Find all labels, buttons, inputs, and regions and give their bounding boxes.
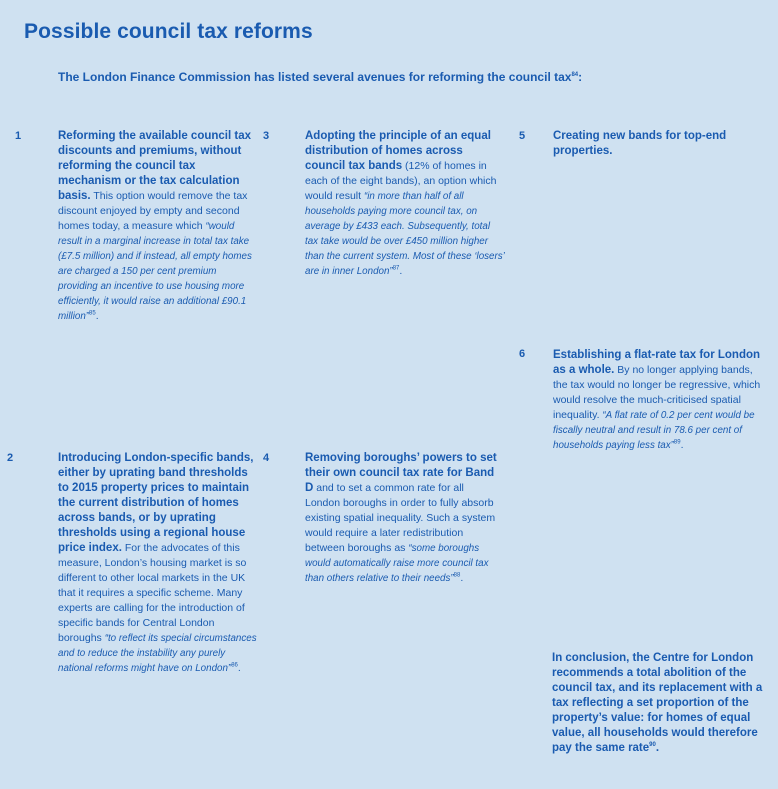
reform-item-3 (305, 129, 505, 279)
item-body: and to set a common rate for all London boroughs in order to fully absorb existing spatial inequality. Such a system would require a later redistribution between boroughs as (305, 482, 496, 554)
item-quote: “in more than half of all households paying more council tax, on average by £433 each. Subsequently, total tax take would be over £450 million higher than the current system. Most of these ‘losers’ are in inner London” (305, 191, 505, 277)
item-heading: Introducing London-specific bands, either by uprating band thresholds to 2015 property prices to maintain the current distribution of homes across bands, or by uprating thresholds using a regional house price index. (58, 452, 254, 554)
intro-text (58, 70, 582, 84)
footnote-ref: 89 (673, 439, 681, 446)
reform-item-1 (58, 129, 258, 324)
item-number-5: 5 (519, 130, 526, 142)
conclusion (552, 651, 767, 756)
item-number-1: 1 (15, 130, 22, 142)
reform-item-4 (305, 451, 500, 586)
item-body: For the advocates of this measure, London’s housing market is so different to other local markets in the UK that it requires a specific scheme. Many experts are calling for the introduction of specific bands for Central London boroughs (58, 542, 247, 644)
reform-item-2 (58, 451, 258, 676)
footnote-ref: 84 (571, 72, 579, 78)
item-heading: Removing boroughs’ powers to set their own council tax rate for Band D (305, 452, 497, 494)
footnote-ref: 88 (453, 572, 461, 579)
intro-end: : (578, 70, 583, 84)
footnote-ref: 87 (392, 265, 400, 272)
item-number-3: 3 (263, 130, 270, 142)
item-body: By no longer applying bands, the tax would no longer be regressive, which would resolve the much-criticised spatial inequality. (553, 364, 761, 421)
footnote-ref: 90 (649, 742, 656, 749)
item-quote: “to reflect its special circumstances and to reduce the instability any purely national reforms might have on London” (58, 633, 257, 674)
item-heading: Creating new bands for top-end properties. (553, 130, 727, 157)
footnote-ref: 85 (89, 310, 96, 317)
item-tail: . (680, 439, 684, 451)
item-tail: . (95, 310, 99, 322)
footnote-ref: 86 (231, 662, 238, 669)
item-number-6: 6 (519, 348, 526, 360)
conclusion-text: In conclusion, the Centre for London recommends a total abolition of the council tax, and its replacement with a tax reflecting a set proportion of the property’s value: for homes of equal value, all households would therefore pay the same rate (552, 652, 763, 754)
item-number-2: 2 (7, 452, 14, 464)
reform-item-5 (553, 129, 753, 159)
item-tail: . (460, 572, 464, 584)
item-number-4: 4 (263, 452, 270, 464)
conclusion-tail: . (655, 742, 660, 754)
page-title: Possible council tax reforms (24, 20, 313, 43)
item-tail: . (399, 265, 403, 277)
item-heading: Adopting the principle of an equal distribution of homes across council tax bands (305, 130, 491, 172)
item-body: This option would remove the tax discount enjoyed by empty and second homes today, a measure which (58, 190, 248, 232)
item-heading: Reforming the available council tax discounts and premiums, without reforming the council tax mechanism or the tax calculation basis. (58, 130, 251, 202)
item-quote: “would result in a marginal increase in total tax take (£7.5 million) and if instead, all empty homes are charged a 150 per cent premium providing an incentive to use housing more efficiently, it would raise an additional £90.1 million” (58, 221, 252, 322)
reform-item-6 (553, 348, 763, 453)
intro-sentence: The London Finance Commission has listed several avenues for reforming the council tax (58, 70, 572, 84)
item-quote: “A flat rate of 0.2 per cent would be fiscally neutral and result in 78.6 per cent of households paying less tax” (553, 410, 755, 451)
item-body: (12% of homes in each of the eight bands), an option which would result (305, 160, 497, 202)
item-tail: . (237, 662, 241, 674)
item-quote: “some boroughs would automatically raise more council tax than others relative to their needs” (305, 543, 489, 584)
item-heading: Establishing a flat-rate tax for London as a whole. (553, 349, 761, 376)
